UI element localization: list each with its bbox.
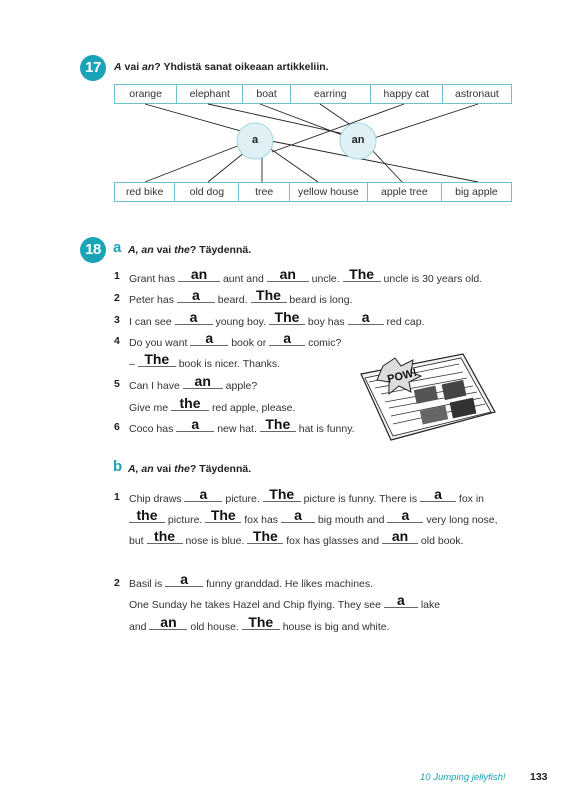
- item-number: 1: [114, 491, 120, 503]
- match-line: [145, 104, 255, 135]
- word-box: happy cat: [371, 85, 443, 103]
- comic-book-illustration: [355, 352, 500, 444]
- answer-blank[interactable]: The: [242, 615, 280, 630]
- word-box: earring: [291, 85, 371, 103]
- sentence-line: and an old house. The house is big and white.: [129, 614, 390, 633]
- word-box: tree: [239, 183, 289, 201]
- match-line: [145, 145, 240, 182]
- answer-blank[interactable]: a: [269, 331, 305, 346]
- answer-blank[interactable]: a: [387, 508, 423, 523]
- answer-blank[interactable]: The: [251, 288, 287, 303]
- answer-blank[interactable]: The: [260, 417, 296, 432]
- match-line: [260, 104, 350, 138]
- sentence-line: One Sunday he takes Hazel and Chip flying. They see a lake: [129, 592, 441, 611]
- answer-blank[interactable]: the: [129, 508, 165, 523]
- sentence-line: the picture. The fox has a big mouth and a very long nose,: [129, 508, 498, 526]
- match-line: [208, 104, 349, 135]
- part-heading: A, an vai the? Täydennä.: [128, 463, 252, 475]
- sentence-line: Basil is a funny granddad. He likes machines.: [129, 571, 374, 590]
- item-number: 2: [114, 577, 120, 589]
- answer-blank[interactable]: an: [149, 615, 187, 630]
- sentence-line: I can see a young boy. The boy has a red cap.: [129, 309, 425, 328]
- answer-blank[interactable]: the: [171, 396, 209, 411]
- answer-blank[interactable]: a: [176, 417, 214, 432]
- circle-an-label: an: [351, 134, 365, 146]
- exercise-number-badge: 17: [80, 55, 106, 81]
- match-line: [368, 104, 478, 140]
- sentence-line: – The book is nicer. Thanks.: [129, 351, 281, 370]
- answer-blank[interactable]: a: [175, 310, 213, 325]
- answer-blank[interactable]: The: [138, 352, 176, 367]
- answer-blank[interactable]: The: [205, 508, 241, 523]
- word-box: orange: [115, 85, 177, 103]
- item-number: 1: [114, 270, 120, 282]
- match-line: [265, 145, 318, 182]
- part-heading: A, an vai the? Täydennä.: [128, 244, 252, 256]
- answer-blank[interactable]: a: [190, 331, 228, 346]
- bottom-word-row: [114, 182, 512, 202]
- answer-blank[interactable]: The: [343, 267, 381, 282]
- sentence-line: Peter has a beard. The beard is long.: [129, 287, 353, 306]
- item-number: 2: [114, 292, 120, 304]
- chapter-footer: 10 Jumping jellyfish!: [420, 772, 506, 783]
- answer-blank[interactable]: The: [247, 529, 283, 544]
- page-number: 133: [530, 771, 548, 783]
- answer-blank[interactable]: a: [384, 593, 418, 608]
- circle-a-label: a: [251, 134, 259, 146]
- part-letter: b: [113, 458, 123, 475]
- answer-blank[interactable]: an: [178, 267, 220, 282]
- sentence-line: Coco has a new hat. The hat is funny.: [129, 416, 355, 435]
- exercise-heading: A vai an? Yhdistä sanat oikeaan artikkeliin.: [114, 61, 329, 73]
- answer-blank[interactable]: a: [165, 572, 203, 587]
- comic-pow-text: POW!: [386, 366, 419, 386]
- word-box: red bike: [115, 183, 175, 201]
- word-box: big apple: [455, 186, 498, 198]
- answer-blank[interactable]: The: [269, 310, 305, 325]
- answer-blank[interactable]: an: [183, 374, 223, 389]
- sentence-line: Do you want a book or a comic?: [129, 330, 342, 349]
- answer-blank[interactable]: a: [184, 487, 222, 502]
- item-number: 5: [114, 378, 120, 390]
- answer-blank[interactable]: a: [281, 508, 315, 523]
- sentence-line: Grant has an aunt and an uncle. The uncle is 30 years old.: [129, 266, 483, 285]
- item-number: 3: [114, 314, 120, 326]
- word-box: elephant: [177, 85, 243, 103]
- answer-blank[interactable]: a: [348, 310, 384, 325]
- sentence-line: Give me the red apple, please.: [129, 395, 296, 414]
- answer-blank[interactable]: the: [147, 529, 183, 544]
- word-box: yellow house: [290, 183, 368, 201]
- word-box: old dog: [175, 183, 239, 201]
- sentence-line: Can I have an apple?: [129, 373, 258, 392]
- sentence-line: but the nose is blue. The fox has glasses and an old book.: [129, 528, 464, 547]
- word-box: astronaut: [455, 88, 499, 100]
- answer-blank[interactable]: an: [382, 529, 418, 544]
- answer-blank[interactable]: an: [267, 267, 309, 282]
- sentence-line: Chip draws a picture. The picture is funny. There is a fox in: [129, 486, 485, 505]
- answer-blank[interactable]: a: [177, 288, 215, 303]
- matching-lines: [0, 0, 565, 200]
- word-box: boat: [243, 85, 290, 103]
- item-number: 4: [114, 335, 120, 347]
- exercise-number-badge: 18: [80, 237, 106, 263]
- match-line: [208, 152, 245, 182]
- answer-blank[interactable]: a: [420, 487, 456, 502]
- part-letter: a: [113, 239, 122, 256]
- answer-blank[interactable]: The: [263, 487, 301, 502]
- item-number: 6: [114, 421, 120, 433]
- word-box: apple tree: [368, 183, 442, 201]
